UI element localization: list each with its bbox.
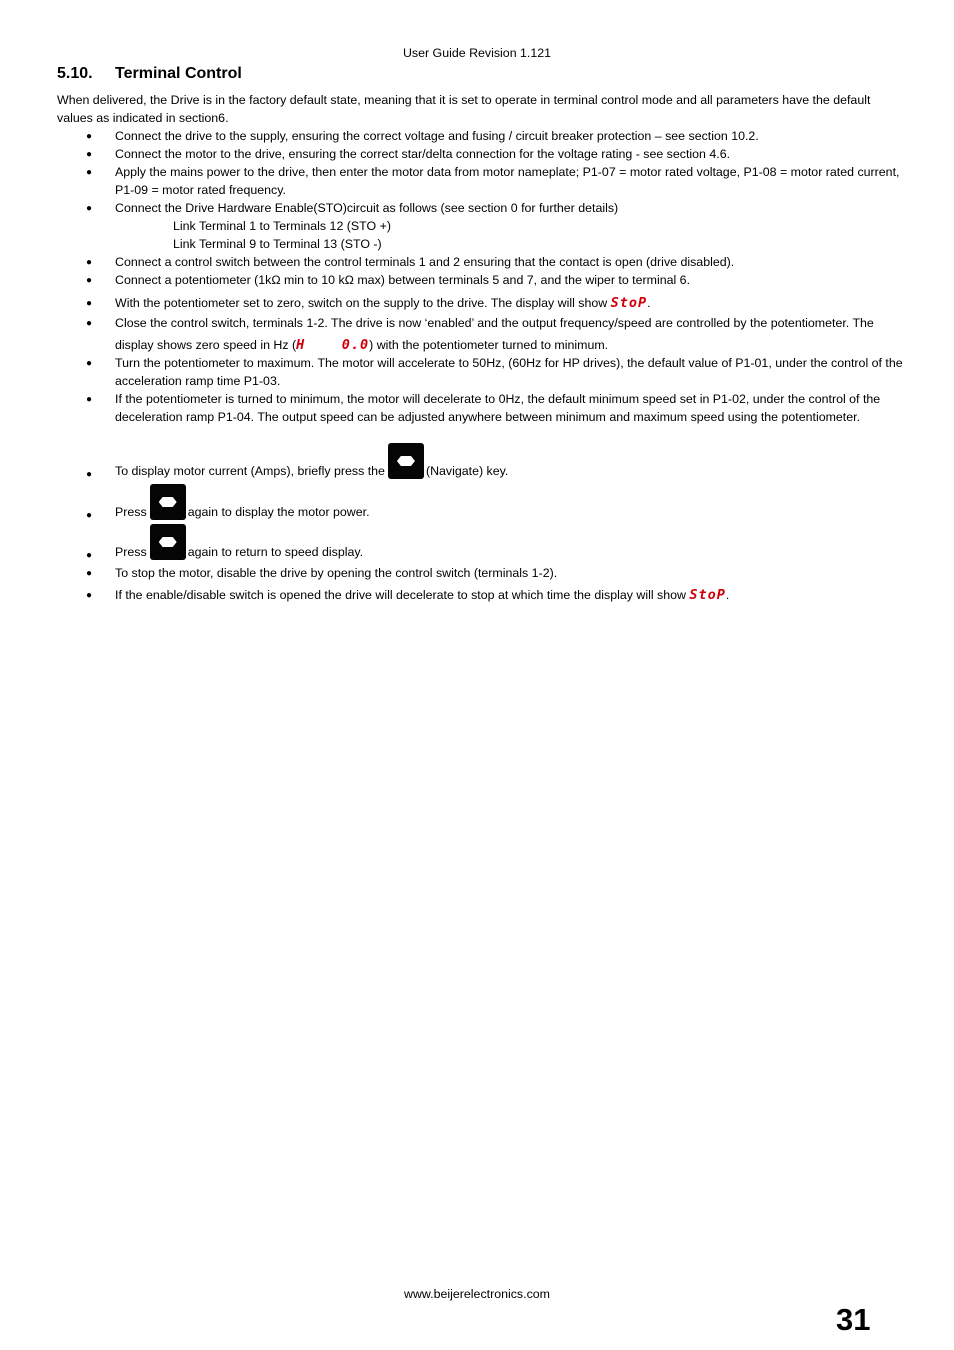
list-item-text: Apply the mains power to the drive, then enter the motor data from motor nameplate; P1-07 = motor rated voltage, P1-08 = motor rated current, P1-09 = motor rated frequency. bbox=[115, 165, 900, 197]
list-item-text: To display motor current (Amps), briefly press the bbox=[115, 464, 385, 478]
list-item bbox=[86, 391, 905, 426]
page-number: 31 bbox=[836, 1302, 871, 1337]
bullet-dot-icon: ● bbox=[86, 275, 93, 286]
section-title: Terminal Control bbox=[115, 65, 242, 82]
list-item bbox=[86, 565, 905, 583]
list-item bbox=[86, 200, 905, 218]
list-item bbox=[86, 355, 905, 390]
list-item-text: Turn the potentiometer to maximum. The motor will accelerate to 50Hz, (60Hz for HP drives), the default value of P1-01, under the control of the acceleration ramp time P1-03. bbox=[115, 356, 903, 388]
display-stop-readout: StoP bbox=[689, 587, 726, 603]
section-heading bbox=[57, 65, 242, 83]
list-item bbox=[86, 484, 905, 522]
list-item-text: Connect the Drive Hardware Enable(STO)circuit as follows (see section 0 for further details) bbox=[115, 201, 619, 215]
list-item-text: Press bbox=[115, 505, 147, 519]
list-item-text: To stop the motor, disable the drive by opening the control switch (terminals 1-2). bbox=[115, 566, 558, 580]
list-item bbox=[86, 146, 905, 164]
list-item-text: . bbox=[647, 296, 651, 310]
intro-paragraph: When delivered, the Drive is in the factory default state, meaning that it is set to operate in terminal control mode and all parameters have the default values as indicated in section6. bbox=[57, 93, 871, 125]
bullet-dot-icon: ● bbox=[86, 590, 93, 601]
bullet-dot-icon: ● bbox=[86, 149, 93, 160]
list-item-text: If the potentiometer is turned to minimum, the motor will decelerate to 0Hz, the default minimum speed set in P1-02, under the control of the deceleration ramp P1-04. The output speed can be adjusted anywhere between minimum and maximum speed using the potentiometer. bbox=[115, 392, 881, 424]
list-item-text: . bbox=[725, 588, 730, 602]
list-item-text: Connect a potentiometer (1kΩ min to 10 kΩ max) between terminals 5 and 7, and the wiper to terminal 6. bbox=[115, 273, 691, 287]
list-item bbox=[86, 443, 905, 481]
list-item-text: Connect a control switch between the control terminals 1 and 2 ensuring that the contact is open (drive disabled). bbox=[115, 255, 735, 269]
display-stop-readout: StoP bbox=[610, 295, 648, 311]
bullet-dot-icon: ● bbox=[86, 394, 93, 405]
list-item bbox=[86, 295, 905, 313]
bullet-dot-icon: ● bbox=[86, 568, 93, 579]
bullet-dot-icon: ● bbox=[86, 203, 93, 214]
list-item-text: Connect the drive to the supply, ensuring the correct voltage and fusing / circuit breaker protection – see section 10.2. bbox=[115, 129, 759, 143]
list-item bbox=[86, 164, 905, 199]
list-item bbox=[86, 313, 905, 356]
list-item-text: Close the control switch, terminals 1-2. The drive is now ‘enabled’ and the output frequency/speed are controlled by the potentiometer. The display shows zero speed in Hz ( bbox=[115, 316, 874, 352]
section-number: 5.10. bbox=[57, 65, 93, 82]
list-item bbox=[86, 524, 905, 562]
bullet-dot-icon: ● bbox=[86, 358, 93, 369]
sub-item-sto-plus: Link Terminal 1 to Terminals 12 (STO +) bbox=[173, 219, 391, 233]
list-item-text: Connect the motor to the drive, ensuring the correct star/delta connection for the voltage rating - see section 4.6. bbox=[115, 147, 731, 161]
list-item bbox=[86, 128, 905, 146]
list-item-text: Press bbox=[115, 545, 147, 559]
bullet-dot-icon: ● bbox=[86, 167, 93, 178]
list-item-text: ) with the potentiometer turned to minimum. bbox=[369, 337, 609, 352]
footer-url: www.beijerelectronics.com bbox=[404, 1287, 550, 1301]
bullet-dot-icon: ● bbox=[86, 257, 93, 268]
list-item-text: With the potentiometer set to zero, switch on the supply to the drive. The display will show bbox=[115, 296, 611, 310]
list-item bbox=[86, 272, 905, 290]
display-zero-speed-readout: H 0.0 bbox=[296, 336, 370, 353]
bullet-dot-icon: ● bbox=[86, 469, 93, 480]
bullet-dot-icon: ● bbox=[86, 131, 93, 142]
page-header: User Guide Revision 1.121 bbox=[402, 46, 552, 60]
list-item-text: again to return to speed display. bbox=[187, 545, 364, 559]
navigate-key-icon bbox=[150, 524, 186, 560]
list-item-text: again to display the motor power. bbox=[187, 505, 370, 519]
list-item bbox=[86, 587, 905, 605]
bullet-dot-icon: ● bbox=[86, 510, 93, 521]
navigate-key-icon bbox=[150, 484, 186, 520]
sub-item-sto-minus: Link Terminal 9 to Terminal 13 (STO -) bbox=[173, 237, 382, 251]
list-item bbox=[86, 254, 905, 272]
navigate-key-icon bbox=[388, 443, 424, 479]
bullet-dot-icon: ● bbox=[86, 318, 93, 329]
list-item-text: (Navigate) key. bbox=[425, 464, 509, 478]
list-item-text: If the enable/disable switch is opened the drive will decelerate to stop at which time the display will show bbox=[115, 588, 690, 602]
bullet-dot-icon: ● bbox=[86, 550, 93, 561]
bullet-dot-icon: ● bbox=[86, 298, 93, 309]
